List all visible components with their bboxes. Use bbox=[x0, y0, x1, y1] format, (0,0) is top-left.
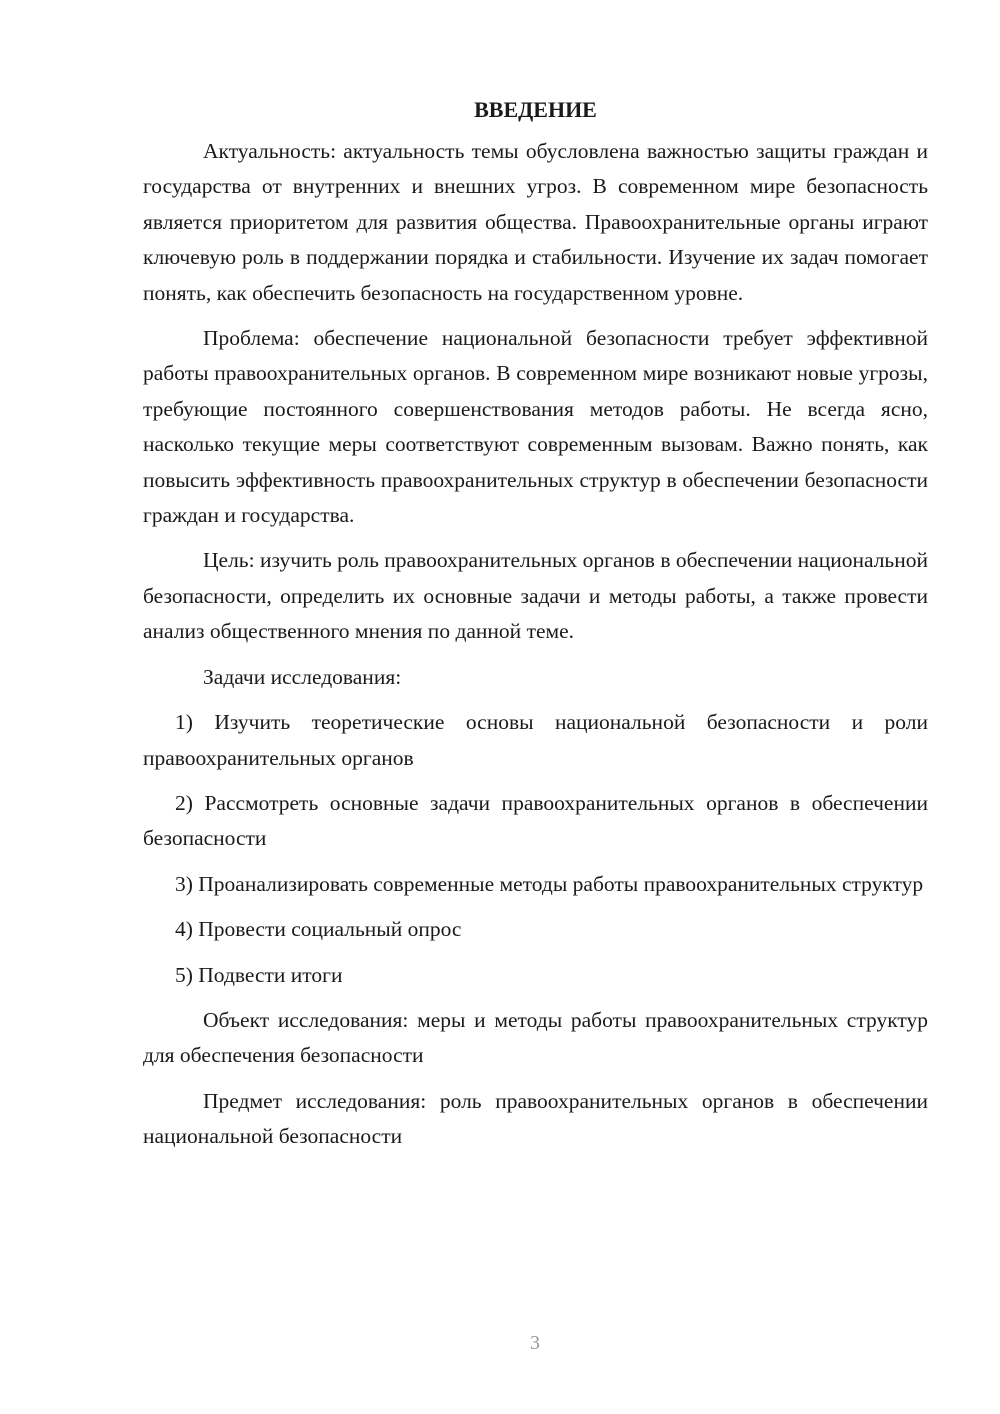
list-item: 1) Изучить теоретические основы национальной безопасности и роли правоохранительных органов bbox=[143, 710, 928, 770]
tasks-heading: Задачи исследования: bbox=[203, 664, 402, 689]
list-item: 4) Провести социальный опрос bbox=[175, 917, 462, 942]
paragraph-problem: Проблема: обеспечение национальной безопасности требует эффективной работы правоохранительных органов. В современном мире возникают новые угрозы, требующие постоянного совершенствования методов работы. Не всегда ясно, насколько текущие меры соответствуют современным вызовам. Важно понять, как повысить эффективность правоохранительных структур в обеспечении безопасности граждан и государства. bbox=[143, 326, 928, 528]
paragraph-relevance: Актуальность: актуальность темы обусловлена важностью защиты граждан и государства от внутренних и внешних угроз. В современном мире безопасность является приоритетом для развития общества. Правоохранительные органы играют ключевую роль в поддержании порядка и стабильности. Изучение их задач помогает понять, как обеспечить безопасность на государственном уровне. bbox=[143, 139, 928, 305]
list-item: 3) Проанализировать современные методы работы правоохранительных структур bbox=[175, 871, 924, 896]
page-number: 3 bbox=[530, 1332, 540, 1354]
list-item: 5) Подвести итоги bbox=[175, 962, 343, 987]
page-title: ВВЕДЕНИЕ bbox=[474, 97, 597, 122]
paragraph-subject: Предмет исследования: роль правоохранительных органов в обеспечении национальной безопасности bbox=[143, 1088, 928, 1149]
list-item: 2) Рассмотреть основные задачи правоохранительных органов в обеспечении безопасности bbox=[143, 790, 928, 851]
tasks-list bbox=[143, 705, 928, 993]
document-page bbox=[143, 92, 928, 1165]
paragraph-goal: Цель: изучить роль правоохранительных органов в обеспечении национальной безопасности, определить их основные задачи и методы работы, а также провести анализ общественного мнения по данной теме. bbox=[143, 548, 928, 644]
paragraph-object: Объект исследования: меры и методы работы правоохранительных структур для обеспечения безопасности bbox=[143, 1007, 928, 1068]
